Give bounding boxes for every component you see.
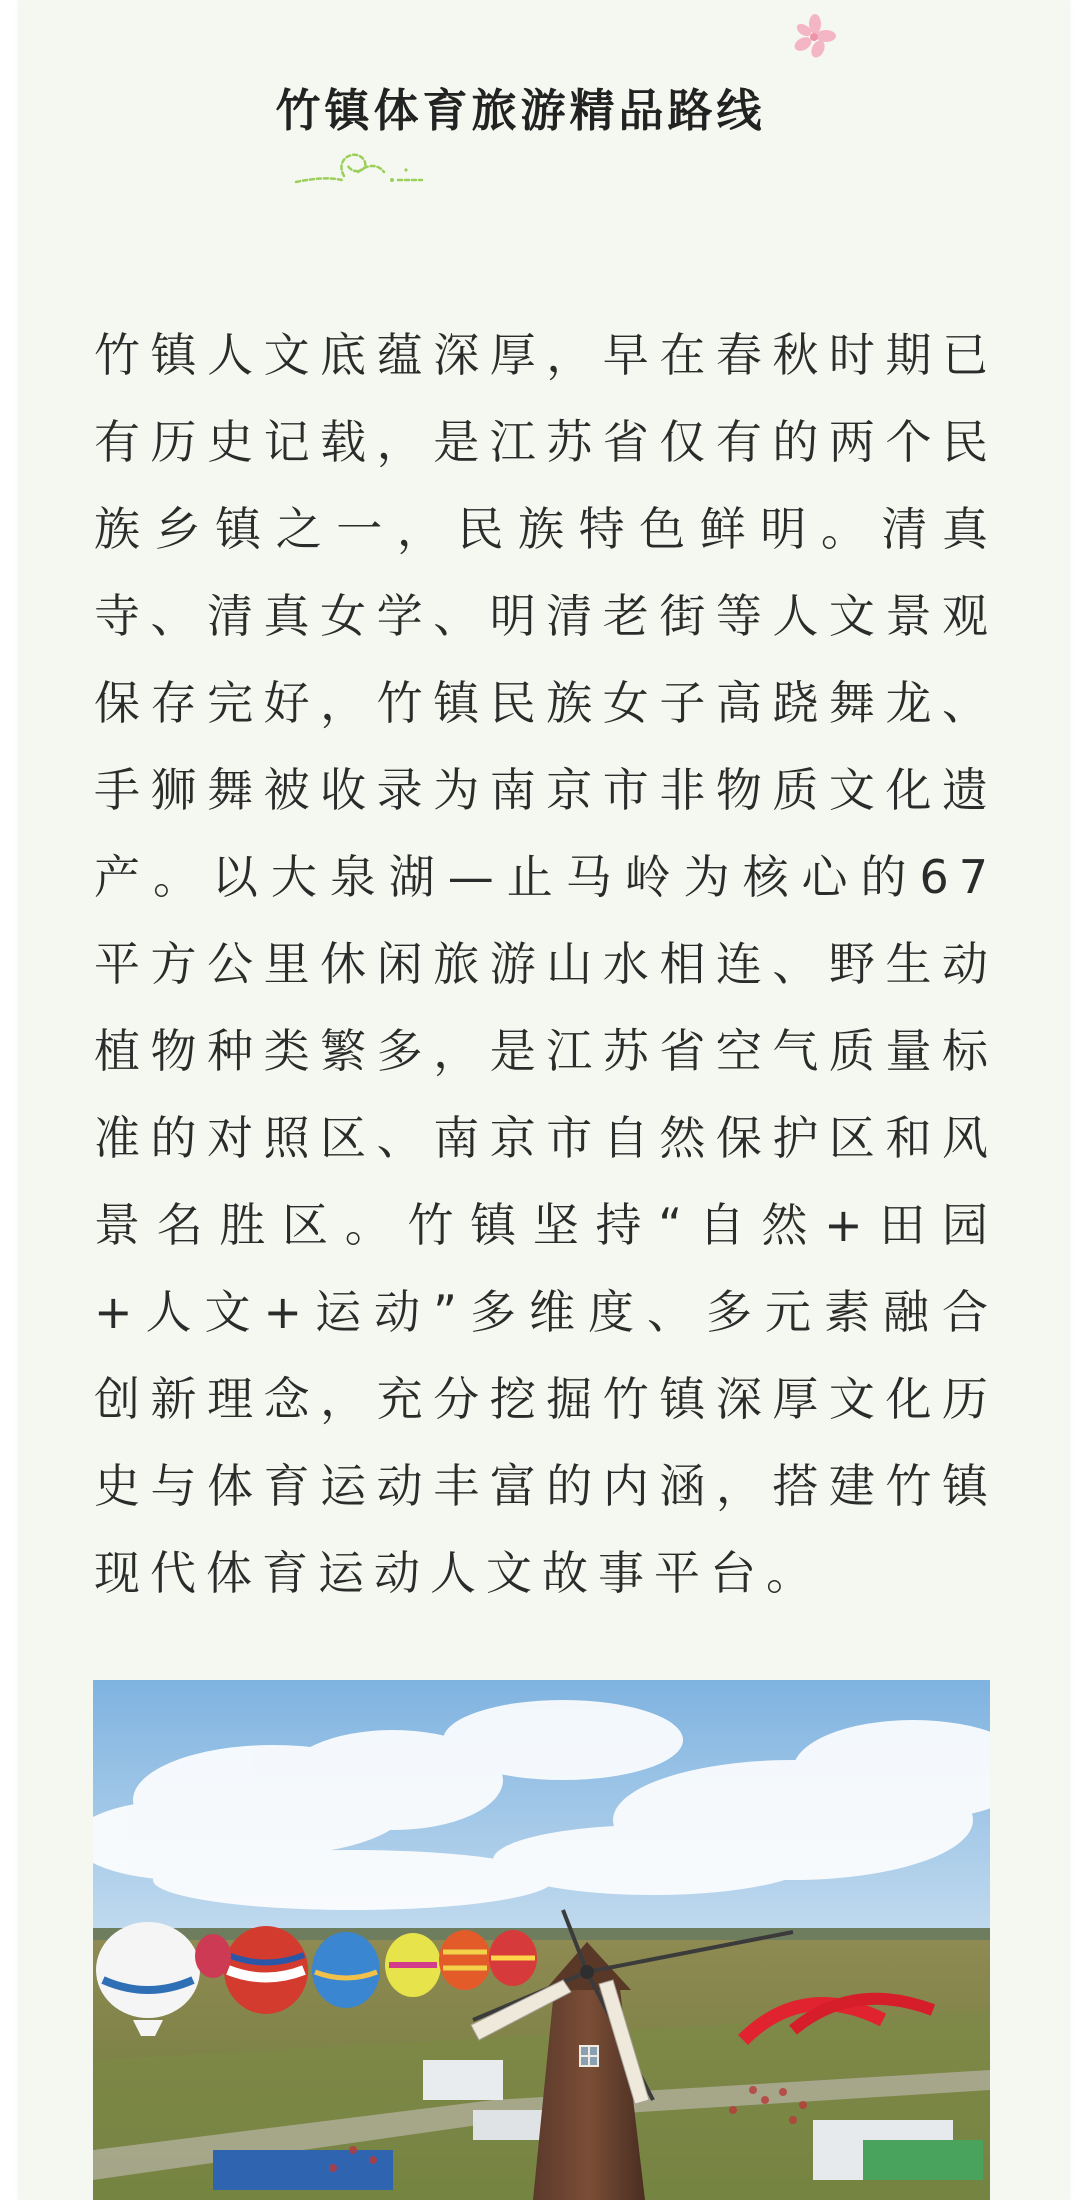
balloon-festival-photo — [93, 1680, 990, 2200]
article-body: 竹镇人文底蕴深厚，早在春秋时期已有历史记载，是江苏省仅有的两个民族乡镇之一，民族特色鲜明。清真寺、清真女学、明清老街等人文景观保存完好，竹镇民族女子高跷舞龙、手狮舞被收录为南京市非物质文化遗产。以大泉湖—止马岭为核心的67平方公里休闲旅游山水相连、野生动植物种类繁多，是江苏省空气质量标准的对照区、南京市自然保护区和风景名胜区。竹镇坚持“自然+田园+人文+运动”多维度、多元素融合创新理念，充分挖掘竹镇深厚文化历史与体育运动丰富的内涵，搭建竹镇现代体育运动人文故事平台。 — [94, 328, 998, 1600]
leaf-ornament-icon — [294, 146, 426, 192]
flower-icon — [790, 12, 840, 62]
page-title: 竹镇体育旅游精品路线 — [275, 84, 766, 137]
